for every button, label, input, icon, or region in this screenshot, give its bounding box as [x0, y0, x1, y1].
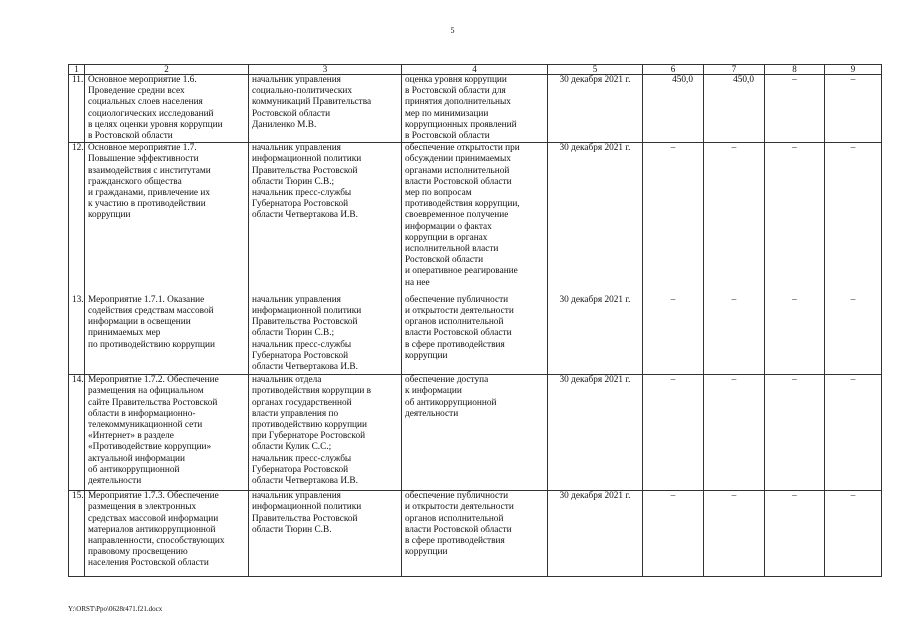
column-header: 2: [85, 65, 249, 75]
value-col-6: –: [643, 375, 704, 491]
responsible-executor: начальник управления социально-политических коммуникаций Правительства Ростовской области Даниленко М.В.: [249, 75, 402, 143]
value-col-7: 450,0: [704, 75, 765, 143]
value-col-9: –: [825, 375, 882, 491]
measure-name: Основное мероприятие 1.7. Повышение эффективности взаимодействия с институтами гражданского общества и гражданами, привлечение их к участию в противодействии коррупции: [85, 143, 249, 295]
value-col-7: –: [704, 491, 765, 577]
page-number: 5: [450, 26, 455, 35]
deadline-date: 30 декабря 2021 г.: [548, 75, 643, 143]
row-number: 14.: [69, 375, 85, 491]
expected-result: обеспечение публичности и открытости деятельности органов исполнительной власти Ростовской области в сфере противодействия коррупции: [402, 295, 548, 375]
table-row: [69, 143, 882, 295]
table-header-row: [69, 65, 882, 75]
expected-result: обеспечение доступа к информации об антикоррупционной деятельности: [402, 375, 548, 491]
table-row: [69, 295, 882, 375]
measure-name: Мероприятие 1.7.1. Оказание содействия средствам массовой информации в освещении принимаемых мер по противодействию коррупции: [85, 295, 249, 375]
value-col-9: –: [825, 295, 882, 375]
measure-name: Мероприятие 1.7.3. Обеспечение размещения в электронных средствах массовой информации материалов антикоррупционной направленности, способствующих правовому просвещению населения Ростовской области: [85, 491, 249, 577]
value-col-9: –: [825, 491, 882, 577]
expected-result: обеспечение публичности и открытости деятельности органов исполнительной власти Ростовской области в сфере противодействия коррупции: [402, 491, 548, 577]
value-col-6: –: [643, 491, 704, 577]
value-col-7: –: [704, 143, 765, 295]
value-col-8: –: [765, 375, 825, 491]
value-col-9: –: [825, 75, 882, 143]
measure-name: Мероприятие 1.7.2. Обеспечение размещения на официальном сайте Правительства Ростовской области в информационно- телекоммуникационной сети «Интернет» в разделе «Противодействие коррупции» актуальной информации об антикоррупционной деятельности: [85, 375, 249, 491]
deadline-date: 30 декабря 2021 г.: [548, 375, 643, 491]
row-number: 13.: [69, 295, 85, 375]
row-number: 12.: [69, 143, 85, 295]
column-header: 9: [825, 65, 882, 75]
value-col-7: –: [704, 295, 765, 375]
deadline-date: 30 декабря 2021 г.: [548, 491, 643, 577]
column-header: 3: [249, 65, 402, 75]
value-col-7: –: [704, 375, 765, 491]
measure-name: Основное мероприятие 1.6. Проведение средни всех социальных слоев населения социологических исследований в целях оценки уровня коррупции в Ростовской области: [85, 75, 249, 143]
column-header: 4: [402, 65, 548, 75]
table-row: [69, 375, 882, 491]
column-header: 1: [69, 65, 85, 75]
value-col-6: –: [643, 143, 704, 295]
column-header: 7: [704, 65, 765, 75]
column-header: 6: [643, 65, 704, 75]
expected-result: обеспечение открытости при обсуждении принимаемых органами исполнительной власти Ростовской области мер по вопросам противодействия коррупции, своевременное получение информации о фактах коррупции в органах исполнительной власти Ростовской области и оперативное реагирование на нее: [402, 143, 548, 295]
value-col-6: 450,0: [643, 75, 704, 143]
table-row: [69, 75, 882, 143]
value-col-8: –: [765, 143, 825, 295]
responsible-executor: начальник управления информационной политики Правительства Ростовской области Тюрин С.В.; начальник пресс-службы Губернатора Ростовской области Четвертакова И.В.: [249, 295, 402, 375]
expected-result: оценка уровня коррупции в Ростовской области для принятия дополнительных мер по минимизации коррупционных проявлений в Ростовской области: [402, 75, 548, 143]
row-number: 11.: [69, 75, 85, 143]
value-col-8: –: [765, 295, 825, 375]
value-col-8: –: [765, 75, 825, 143]
value-col-6: –: [643, 295, 704, 375]
column-header: 5: [548, 65, 643, 75]
responsible-executor: начальник управления информационной политики Правительства Ростовской области Тюрин С.В.: [249, 491, 402, 577]
deadline-date: 30 декабря 2021 г.: [548, 295, 643, 375]
column-header: 8: [765, 65, 825, 75]
deadline-date: 30 декабря 2021 г.: [548, 143, 643, 295]
responsible-executor: начальник управления информационной политики Правительства Ростовской области Тюрин С.В.; начальник пресс-службы Губернатора Ростовской области Четвертакова И.В.: [249, 143, 402, 295]
table-row: [69, 491, 882, 577]
value-col-8: –: [765, 491, 825, 577]
responsible-executor: начальник отдела противодействия коррупции в органах государственной власти управления по противодействию коррупции при Губернаторе Ростовской области Кулик С.С.; начальник пресс-службы Губернатора Ростовской области Четвертакова И.В.: [249, 375, 402, 491]
value-col-9: –: [825, 143, 882, 295]
file-path-footer: Y:\ORST\Ppo\0628r471.f21.docx: [68, 605, 163, 613]
measures-table: [68, 64, 882, 577]
row-number: 15.: [69, 491, 85, 577]
